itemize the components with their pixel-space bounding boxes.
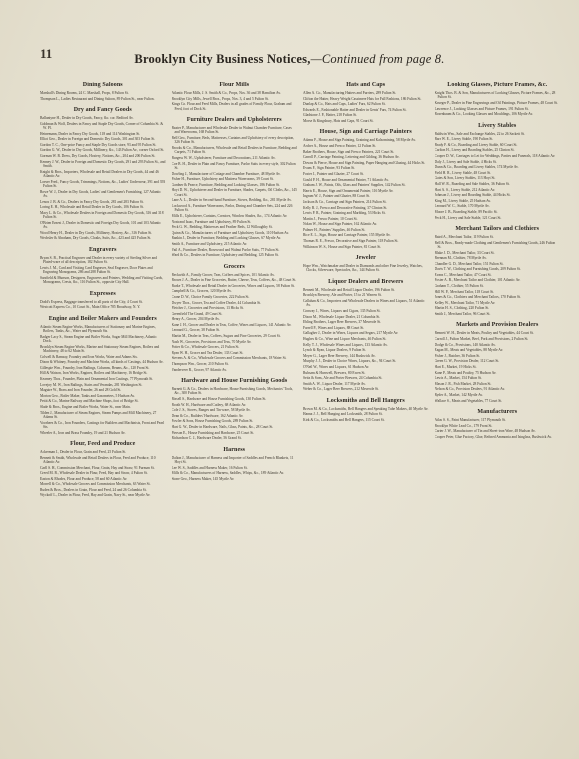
listing-entry: Vanderveer R., Grocer, 97 Atlantic Av. bbox=[171, 367, 227, 372]
listing-entry: King M., Livery Stable, 25 Hudson Av. bbox=[434, 198, 491, 203]
section-title: Flour Mills bbox=[219, 82, 250, 88]
listing-entry: Goldman & Wolf, Dealers in Fancy and Staple Dry Goods, Corner of Columbia St. & W. Pl. bbox=[40, 121, 164, 130]
listing-entry: Dean & Co., Builders' Hardware, 162 Atlantic Av. bbox=[171, 413, 244, 418]
listing-entry: Burke T., Wholesale and Retail Dealer in Groceries, Wines and Liquors, 58 Fulton St. bbox=[171, 283, 295, 288]
listing-entry: Gates & Son, Livery Stables, 113 Hoyt St. bbox=[434, 176, 496, 181]
listing-entry: Loeser Fred., Fancy Goods, Trimmings, Notions, &c., Ladies' Underwear, 391 and 393 Fulton St. bbox=[40, 179, 166, 188]
listing-entry: Atlas S. S., Paint Manufacturer, 117 Plymouth St. bbox=[434, 417, 506, 422]
listing-entry: Tilden J., Manufacturer of Steam Engines, Steam Pumps and Mill Machinery, 27 Adams St. bbox=[40, 410, 157, 419]
listing-entry: Mills & Co., Manufacturers of Harness, Saddles, Whips, &c., 189 Atlantic Av. bbox=[171, 471, 285, 476]
listing-entry: Cooper D. W., Carriages to Let for Weddings, Parties and Funerals, 118 Atlantic Av. bbox=[434, 153, 556, 158]
listing-entry: Greenfield The Grand, 49 Court St. bbox=[171, 311, 223, 316]
listing-entry: Ruden & Bros., Dealers in Grain, Flour and Feed, 24 and 26 Columbia St. bbox=[40, 487, 147, 492]
listing-entry: Atlantic Flour Mills, J. S. Smith & Co., Props, Nos. 36 and 38 Hamilton Av. bbox=[171, 91, 281, 95]
listing-entry: Dowling J., Manufacturer of Cottage and Chamber Furniture, 48 Myrtle Av. bbox=[171, 171, 281, 176]
listing-entry: Carll S. H., Commission Merchant, Flour, Grain, Hay and Straw, 91 Furman St. bbox=[40, 465, 155, 470]
listing-entry: Cole J. S., Stoves, Ranges and Tin-ware, 58 Myrtle Av. bbox=[171, 408, 251, 413]
listing-entry: Nostrand Isaac, Furniture and Upholstery, 89 Fulton St. bbox=[171, 219, 252, 224]
listing-entry: Badger Lacy S., Steam Engine and Boiler Works, Sugar Mill Machinery, Atlantic Dock. bbox=[40, 334, 157, 343]
listing-entry: Dunlap & Co., Hats and Caps, Ladies' Furs, 62 Fulton St. bbox=[303, 102, 386, 107]
listing-entry: Davis T. W., Clothing and Furnishing Goods, 209 Fulton St. bbox=[434, 267, 521, 272]
listing-entry: Brooklyn City Mills, Jewell Bros., Props, Nos. 3, 4 and 5 Fulton St. bbox=[171, 96, 269, 101]
listing-entry: Kelly R. J., Fresco and Decorative Painting, 37 Clinton St. bbox=[303, 205, 388, 210]
listing-entry: Sarsfield & Munson, Designers, Engravers and Printers, Wedding and Visiting Cards, Monograms, Crests, &c., 116 Fulton St., opposite City Hall. bbox=[40, 275, 163, 285]
listing-entry: Downs & Pierce, House and Sign Painting, Paper Hanging and Glazing, 44 Hicks St. bbox=[303, 160, 426, 165]
listing-entry: Ryder A., Market, 142 Myrtle Av. bbox=[434, 392, 483, 397]
listing-entry: Weber & Co., Lager Beer Brewers, 212 Meserole St. bbox=[303, 387, 379, 392]
listing-entry: Ryan W. H., Grocer and Tea Dealer, 133 Court St. bbox=[171, 350, 244, 355]
listing-entry: Creed M. B., Wholesale Dealer in Flour, Feed, Hay and Straw, 4 Fulton St. bbox=[40, 471, 148, 476]
listing-entry: Daly J., Livery and Sale Stable, 4 Hicks St. bbox=[434, 159, 497, 164]
listing-entry: Pierson E., House Furnishing and Hardware, 25 Court St. bbox=[171, 430, 255, 435]
listing-entry: Graham J. W., Paints, Oils, Glass and Painters' Supplies, 142 Fulton St. bbox=[303, 183, 406, 188]
listing-entry: Elliot Geo., Dealer in Foreign and Domestic Dry Goods, 301 and 303 Fulton St. bbox=[40, 137, 156, 142]
listing-entry: Gladstone J. P., Hatter, 218 Fulton St. bbox=[303, 113, 358, 118]
listing-entry: Rosenbaum & Co., Looking Glasses and Mouldings, 106 Myrtle Av. bbox=[434, 112, 533, 117]
listing-entry: Morse & Kingsbury, Hats and Caps, 91 Court St. bbox=[303, 118, 374, 123]
listing-entry: Rice E. L., Sign, House and Carriage Painter, 155 Myrtle Av. bbox=[303, 233, 391, 238]
listing-entry: Conway J., Wines, Liquors and Cigars, 135 Fulton St. bbox=[303, 309, 381, 314]
listing-entry: Barnett G. & Co., Dealers in Hardware, House Furnishing Goods, Mechanics' Tools, &c., 300 Fulton St. bbox=[171, 387, 294, 396]
listing-entry: Lovejoy M. W., Iron Railings, Stairs and Verandas, 281 Washington St. bbox=[40, 382, 143, 387]
listing-entry: Thompson Wm., Grocer, 210 Fulton St. bbox=[171, 362, 229, 367]
section-title: Locksmiths and Bell Hangers bbox=[326, 397, 405, 404]
listing-entry: Kane P., Meats and Poultry, 75 Hudson Av. bbox=[434, 370, 497, 375]
listing-entry: Dalton J., Manufacturer of Harness and Importer of Saddles and French Blankets, 11 Hoyt St. bbox=[171, 455, 294, 464]
listing-entry: Murphy J. J., Dealer in Choice Wines, Liquors, &c., 94 Court St. bbox=[303, 359, 397, 364]
column-4 bbox=[435, 82, 561, 742]
listing-entry: Booth W. H., Hardware and Cutlery, 68 Atlantic Av. bbox=[171, 402, 247, 407]
listing-entry: O'Brien Ernest J., Dealer in Domestic and Foreign Dry Goods, 101 and 103 Atlantic Av. bbox=[40, 220, 162, 230]
listing-entry: Green G. W., Provision Dealer, 112 Court St. bbox=[434, 359, 500, 364]
listing-entry: Foster A. B., Merchant Tailor and Clothier, 101 Atlantic Av. bbox=[434, 278, 521, 283]
listing-entry: Palmer H., Painters' Supplies, 46 Fulton St. bbox=[303, 227, 366, 232]
listing-entry: Lockwood A., Furniture Warerooms, Parlor, Dining and Chamber Sets, 224 and 226 Fulton St. bbox=[171, 203, 293, 213]
listing-entry: Potter & Co., Wholesale Grocers, 21 Fulton St. bbox=[171, 345, 240, 350]
listing-entry: Maguire W., Brass and Iron Founder, 26 and 28 Gold St. bbox=[40, 388, 122, 393]
listing-entry: Barr W. E., Livery Stable, 190 Fulton St. bbox=[434, 137, 494, 142]
listing-entry: Marshall's Dining Rooms, 24 C. Marshall, Props, 8 Fulton St. bbox=[40, 91, 129, 95]
listing-entry: Rowe W. J., Dealer in Dry Goods, Ladies' and Gentlemen's Furnishing, 127 Atlantic Av. bbox=[40, 189, 161, 198]
listing-entry: Easton & Rhodes, Flour and Produce, 58 and 60 Atlantic Av. bbox=[40, 476, 128, 481]
listing-entry: Wheeler A., Iron and Brass Foundry, 19 and 21 Hudson Av. bbox=[40, 430, 126, 435]
listing-entry: Evans C., Merchant Tailor, 47 Court St. bbox=[434, 272, 492, 277]
listing-entry: Kearney Thos., Founder, Plain and Ornamental Iron Castings, 77 Plymouth St. bbox=[40, 376, 154, 381]
listing-entry: Nelson & Co., Provision Dealers, 91 Atlantic Av. bbox=[434, 387, 505, 392]
listing-entry: Carter J. W., Manufacturer of Tin and Sheet-iron Ware, 48 Hudson Av. bbox=[434, 429, 536, 434]
section-title: Jeweler bbox=[355, 255, 376, 262]
listing-entry: Burgess W. W., Upholsterer, Furniture and Decorations, 211 Atlantic Av. bbox=[171, 156, 276, 160]
listing-entry: Gillespie Wm., Foundry, Iron Railings, Columns, Beams, &c., 120 Front St. bbox=[40, 365, 150, 370]
listing-entry: Kane J. H., Grocer and Dealer in Teas, Coffee, Wines and Liquors, 141 Atlantic Av. bbox=[171, 322, 292, 327]
listing-entry: Hughes & Co., Wine and Liquor Merchants, 46 Fulton St. bbox=[303, 337, 387, 342]
section-title: Engine and Boiler Makers and Founders bbox=[48, 315, 157, 322]
listing-entry: Nash W., Groceries, Provisions and Teas, 70 Myrtle Av. bbox=[171, 339, 252, 344]
listing-entry: Voorhees & Co., Iron Founders, Castings for Builders and Machinists, Front and Pearl Sts. bbox=[40, 420, 165, 429]
listing-entry: Brooklyn White Lead Co., 179 Front St. bbox=[434, 423, 493, 428]
listing-entry: Vail A., Furniture Dealer, Rosewood and Walnut Parlor Suits, 77 Fulton St. bbox=[171, 247, 280, 252]
listing-entry: Ballantyne H., Dealer in Dry Goods, Fancy, &c. cor. Bedford Av. bbox=[40, 116, 134, 120]
listing-entry: Callahan & Co., Importers and Wholesale Dealers in Wines and Liquors, 51 Atlantic Av. bbox=[303, 299, 425, 308]
listing-entry: Wilkinson W. S., House and Sign Painter, 81 Court St. bbox=[303, 244, 382, 249]
listing-entry: Knight Thos. B. & Son, Manufacturers of Looking Glasses, Picture Frames, &c., 28 Fulton St. bbox=[434, 91, 556, 100]
listing-entry: Morrell & Co., Wholesale Grocers and Commission Merchants, 63 Water St. bbox=[40, 482, 151, 487]
listing-entry: Eagan M., Meats and Vegetables, 88 Myrtle Av. bbox=[434, 348, 504, 353]
listing-columns bbox=[40, 82, 560, 742]
section-title: Merchant Tailors and Clothiers bbox=[455, 225, 540, 232]
listing-entry: Bissell S., Hardware and House Furnishing Goods, 130 Fulton St. bbox=[171, 397, 267, 402]
listing-entry: O'Neil W., Wines and Liquors, 61 Hudson Av. bbox=[303, 365, 370, 369]
listing-entry: Ingram W. J., Painter and Glazier, 88 Court St. bbox=[303, 194, 371, 199]
listing-entry: Bennett & Smith, Wholesale and Retail Dealers in Flour, Feed and Produce, 110 Atlantic Av. bbox=[40, 455, 156, 464]
listing-entry: Martin J., Fresco Painter, 10 Court St. bbox=[303, 216, 358, 221]
section-title: Hardware and House Furnishing Goods bbox=[181, 378, 288, 385]
listing-entry: Farrell P., Wines and Liquors, 88 Court St. bbox=[303, 325, 365, 330]
listing-entry: Thompson L., Ladies Restaurant and Dining Saloon, 89 Fulton St., near Fulton. bbox=[40, 96, 155, 101]
listing-entry: Westcott Express Co., 10 Court St., Main Office 785 Broadway, N. Y. bbox=[40, 305, 141, 310]
listing-entry: Moore J. B., Boarding Stable, 89 Pacific St. bbox=[434, 209, 498, 214]
listing-entry: Gordon T. C., One-price Fancy and Staple Dry Goods store, 93 and 95 Fulton St. bbox=[40, 142, 157, 147]
section-title: Markets and Provision Dealers bbox=[456, 322, 539, 329]
listing-entry: Bryan S. B., Practical Engraver and Dealer in every variety of Sterling Silver and Plated-ware of all description, 182 Fulton St. bbox=[40, 255, 157, 265]
listing-entry: Allen A. Co., Manufacturing Hatters and Furriers, 289 Fulton St. bbox=[303, 91, 397, 95]
listing-entry: Carlton H., Livery and Boarding Stables, 25 Clinton St. bbox=[434, 148, 515, 153]
listing-entry: Kelley W., Merchant Tailor, 71 Myrtle Av. bbox=[434, 300, 496, 305]
listing-entry: Peck G. W., Bedding, Mattresses and Feather Beds, 12 Willoughby St. bbox=[171, 225, 273, 230]
section-title: Livery Stables bbox=[478, 122, 517, 129]
listing-entry: Kelly T. J., Wholesale Wines and Liquors, 133 Atlantic Av. bbox=[303, 342, 388, 347]
listing-entry: Lewis P. R., Painter, Graining and Marbling, 53 Hicks St. bbox=[303, 211, 386, 216]
listing-entry: Dodd's Express, Baggage transferred to all parts of the City, 4 Court St. bbox=[40, 299, 143, 304]
listing-entry: Bennett W. H., Dealer in Meats, Poultry and Vegetables, 44 Court St. bbox=[434, 331, 534, 336]
listing-entry: Fletcher J., Groceries and Provisions, 13 Hicks St. bbox=[171, 306, 244, 311]
listing-entry: Baird A., Merchant Tailor, 119 Fulton St. bbox=[434, 234, 494, 239]
listing-entry: Thomas R. E., Fresco, Decorative and Sign Painter, 118 Fulton St. bbox=[303, 239, 399, 244]
listing-entry: Carroll J., Fulton Market, Beef, Pork and Provisions, 2 Fulton St. bbox=[434, 337, 529, 342]
listing-entry: Hoyt D. W., Upholsterer and Dealer in Furniture, Shades, Carpets, Oil Cloths, &c., 145 Court St. bbox=[171, 188, 297, 197]
listing-entry: Wallace S., Meats and Vegetables, 77 Court St. bbox=[434, 398, 503, 403]
listing-entry: Nolan W., House and Sign Painter, 162 Atlantic Av. bbox=[303, 222, 378, 227]
listing-entry: Wood Henry H., Dealer in Dry Goods, Millinery, Hosiery, &c., 316 Fulton St. bbox=[40, 230, 153, 235]
column-3 bbox=[303, 82, 429, 742]
listing-entry: Mason J. R., Fish Market, 28 Fulton St. bbox=[434, 381, 492, 386]
listing-entry: Johnson J., Livery and Boarding Stable, 44 Hicks St. bbox=[434, 193, 511, 198]
listing-entry: Rankin J., Dealer in Furniture, Bedding and Looking Glasses, 67 Myrtle Av. bbox=[171, 236, 281, 241]
listing-entry: Leonard W. C., Stable, 170 Myrtle Av. bbox=[434, 204, 490, 209]
listing-entry: Henry A., Grocer, 204 Myrtle Av. bbox=[171, 317, 220, 322]
listing-entry: Fisher H., Furniture, Upholstery and Mattress Warerooms, 39 Court St. bbox=[171, 177, 274, 182]
listing-entry: Gallagher J., Dealer in Wines, Liquors and Segars, 217 Myrtle Av. bbox=[303, 331, 399, 336]
listing-entry: Brennan M., Clothier, 78 Myrtle Av. bbox=[434, 256, 487, 261]
listing-entry: Gardner & Pearce, Furniture, Bedding and Looking Glasses, 186 Fulton St. bbox=[171, 182, 280, 187]
listing-entry: Bell Geo., Furniture, Beds, Mattresses, Curtains and Upholstery of every description, 326 Fulton St. bbox=[171, 136, 295, 145]
listing-entry: Coe B. H., Dealer in Plain and Fancy Furniture, Parlor Suits in every style, 302 Fulton St. bbox=[171, 161, 296, 170]
listing-entry: Hart E., Market, 19 Hicks St. bbox=[434, 365, 477, 369]
listing-entry: Baker Brothers, House, Sign and Fresco Painters, 221 Court St. bbox=[303, 149, 395, 154]
listing-entry: Kirk & Co., Locksmiths and Bell Hangers, 115 Court St. bbox=[303, 417, 385, 422]
title-text: Brooklyn City Business Notices, bbox=[134, 52, 311, 66]
listing-entry: Jones & Co., Clothiers and Merchant Tailors, 170 Fulton St. bbox=[434, 295, 521, 300]
listing-entry: Dwyer Thos., Grocer, Tea and Coffee Dealer, 44 Columbia St. bbox=[171, 300, 261, 305]
listing-entry: Lawrence J., Looking Glasses and Picture Frames, 191 Fulton St. bbox=[434, 106, 529, 111]
listing-entry: Martin M., Dealer in Teas, Coffees, Sugars and Fine Groceries, 29 Court St. bbox=[171, 334, 281, 339]
section-title: House, Sign and Carriage Painters bbox=[319, 129, 412, 136]
section-title: Dining Saloons bbox=[82, 82, 123, 88]
listing-entry: Archer A., House and Fresco Painter, 12 Fulton St. bbox=[303, 143, 377, 148]
listing-entry: Brown M. & Co., Locksmiths, Bell Hangers and Speaking Tube Makers, 40 Myrtle Av. bbox=[303, 406, 429, 411]
listing-entry: Knight & Bros., Importers, Wholesale and Retail Dealers in Dry Goods, 44 and 46 Atlantic Av. bbox=[40, 169, 159, 178]
listing-entry: Campbell & Co., Grocers, 120 Myrtle Av. bbox=[171, 289, 232, 294]
listing-entry: Seitz & Sons, Ale and Porter Brewers, 24 Columbia St. bbox=[303, 376, 383, 381]
listing-entry: Meyer G., Lager Beer Brewery, 144 Bushwick Av. bbox=[303, 353, 376, 358]
listing-entry: Gould P. H., House and Ornamental Painter, 71 Atlantic Av. bbox=[303, 177, 389, 182]
listing-entry: Loring E. H., Wholesale and Retail Dealer in Dry Goods, 106 Fulton St. bbox=[40, 205, 144, 210]
listing-entry: Kenney J. W., Dealer in Foreign and Domestic Dry Goods, 291 and 293 Fulton St., and Smith. bbox=[40, 159, 166, 168]
section-title: Furniture Dealers and Upholsterers bbox=[186, 117, 282, 123]
listing-entry: Atlantic Steam Engine Works, Manufacturers of Stationary and Marine Engines, Boilers, Tanks, &c., Water and Plymouth Sts. bbox=[40, 324, 156, 333]
listing-entry: Wyckoff L., Dealer in Flour, Feed, Hay and Grain, Navy St., near Myrtle Av. bbox=[40, 493, 151, 498]
listing-entry: Richardson C. J., Hardware Dealer, 56 Grand St. bbox=[171, 436, 242, 441]
listing-entry: Lewis J. M., Card and Visiting Card Engraver, Seal Engraver, Door Plates and Engraving Monograms, 286 and 288 Fulton St. bbox=[40, 265, 153, 275]
listing-entry: Hart G. W., Dealer in Hardware, Nails, Glass, Paints, &c., 28 Court St. bbox=[171, 425, 274, 429]
section-title: Looking Glasses, Picture Frames, &c. bbox=[447, 82, 548, 88]
section-title: Grocers bbox=[223, 263, 245, 270]
listing-entry: Brown J. A., Dealer in Fine Groceries, Butter, Cheese, Teas, Coffees, &c., 48 Court St. bbox=[171, 278, 297, 283]
title-continuation: —Continued from page 8. bbox=[310, 52, 445, 66]
listing-entry: Adams F., House and Sign Painting, Graining and Kalsomining, 58 Myrtle Av. bbox=[303, 138, 416, 143]
listing-entry: Dodge & Co., Provisions, 140 Atlantic Av. bbox=[434, 342, 496, 347]
listing-entry: Brady F. & Co., Boarding and Livery Stable, 60 Court St. bbox=[434, 142, 518, 147]
listing-entry: Crane D. W., Choice Family Groceries, 222 Fulton St. bbox=[171, 294, 250, 299]
listing-entry: Hall W. R., Boarding and Sale Stables, 36 Fulton St. bbox=[434, 181, 510, 186]
listing-entry: Smith J., Merchant Tailor, 96 Court St. bbox=[434, 312, 491, 317]
listing-entry: Morton Geo., Boiler Maker, Tanks and Gasometers, 5 Hudson Av. bbox=[40, 393, 135, 398]
listing-entry: Stevens A. & Co., Wholesale Grocers and Commission Merchants, 18 Water St. bbox=[171, 356, 287, 361]
listing-entry: Leonard G., Grocer, 38 Fulton St. bbox=[171, 328, 220, 333]
section-title: Hats and Caps bbox=[346, 82, 386, 88]
listing-entry: Brooks & Co., Manufacturers, Wholesale and Retail Dealers in Furniture, Bedding and Carpets, 71 Fulton St. bbox=[171, 146, 297, 155]
listing-entry: Graham T., Clothier, 55 Fulton St. bbox=[434, 284, 484, 289]
column-1 bbox=[40, 82, 166, 742]
listing-entry: Brooklyn Steam Engine Works, Marine and Stationary Steam Engines, Boilers and Machinery, 48 to 62 Main St. bbox=[40, 344, 160, 353]
listing-entry: Kings Co. Flour and Feed Mills, Dealers in all grades of Family Flour, Graham and Feed, foot of Dock St. bbox=[171, 102, 292, 111]
listing-entry: Colwell & Ramsay, Foundry and Iron Works, Water and Adams Sts. bbox=[40, 354, 138, 359]
listing-entry: Fowler & Sons, House Furnishing Goods, 289 Fulton St. bbox=[171, 419, 254, 424]
listing-entry: Lane A. L., Dealer in Second-hand Furniture, Stoves, Bedding, &c., 281 Myrtle Av. bbox=[171, 198, 292, 203]
listing-entry: Foster J., Painter and Glazier, 27 Court St. bbox=[303, 171, 364, 176]
page-number: 11 bbox=[40, 46, 53, 61]
listing-entry: Ackerman J., Dealer in Flour, Grain and Feed, 25 Fulton St. bbox=[40, 449, 127, 454]
listing-entry: Baldwin Wm., Sale and Exchange Stables, 22 to 26 Sackett St. bbox=[434, 131, 525, 136]
listing-entry: Krueger P., Dealer in Fine Engravings and Oil Paintings, Picture Frames, 48 Court St. bbox=[434, 101, 558, 105]
listing-entry: Mills E., Upholsterer, Curtains, Cornices, Window Shades, &c., 174 Atlantic Av. bbox=[171, 213, 288, 218]
listing-entry: Brooklyn Brewery, Ale and Porter, 15 to 21 Warren St. bbox=[303, 293, 382, 298]
listing-entry: Smith A. W., Liquor Dealer, 117 Myrtle Av. bbox=[303, 381, 366, 386]
listing-entry: Baxter P., Manufacturer and Wholesale Dealer in Walnut Chamber Furniture, Cases and Warerooms, 168 Fulton St. bbox=[171, 126, 292, 135]
section-title: Flour, Feed and Produce bbox=[70, 440, 136, 447]
listing-entry: Jackson & Co., Carriage and Sign Painters, 214 Fulton St. bbox=[303, 199, 387, 204]
listing-entry: Martin H. S., Clothing, 220 Fulton St. bbox=[434, 306, 490, 311]
listing-entry: Rubsam & Hurrwell, Brewers, 80 Ewen St. bbox=[303, 370, 366, 375]
listing-entry: Heinemann, Dealer in Fancy Dry Goods, 118 and 114 Washington St. bbox=[40, 131, 141, 136]
listing-entry: Harris E., House, Sign and Ornamental Painter, 116 Myrtle Av. bbox=[303, 188, 394, 193]
section-title: Liquor Dealers and Brewers bbox=[328, 278, 404, 285]
listing-entry: Hope Wm., Watchmaker and Dealer in Diamonds and other Fine Jewelry, Watches, Clocks, Silverware, Spectacles, &c., 144 Fulton St. bbox=[303, 264, 423, 273]
listing-entry: Hart A. S., Livery Stable, 212 Atlantic Av. bbox=[434, 187, 496, 192]
listing-entry: Evans F., Sign Painter, 93 Fulton St. bbox=[303, 166, 356, 171]
listing-entry: Field H. R., Livery Stable, 48 Court St. bbox=[434, 170, 491, 175]
listing-entry: Wechsler & Abraham, Dry Goods, Cloaks, Suits, &c., 423 and 425 Fulton St. bbox=[40, 236, 152, 241]
listing-entry: Beckwith A., Family Grocer, Teas, Coffees and Spices, 101 Atlantic Av. bbox=[171, 272, 275, 277]
listing-entry: Hanna J. J., Bell Hanging and Locksmith, 28 Fulton St. bbox=[303, 412, 383, 417]
listing-entry: Ebling Brothers, Lager Beer Brewers, 37 Meserole St. bbox=[303, 320, 382, 325]
listing-entry: Bell & Bros., Ready-made Clothing and Gentlemen's Furnishing Goods, 246 Fulton St. bbox=[434, 240, 556, 249]
listing-entry: Gorman W. B. Dress, Dry Goods, Hosiery, Notions, &c., 204 and 206 Fulton St. bbox=[40, 153, 156, 158]
listing-entry: Ward & Co., Dealers in Furniture, Upholstery and Bedding, 125 Fulton St. bbox=[171, 253, 279, 258]
section-title: Harness bbox=[223, 446, 246, 453]
listing-entry: Dunn & Co., Boarding and Livery Stables, 174 Myrtle Av. bbox=[434, 165, 519, 170]
listing-entry: Dixon & Whitney, Foundry and Machine Works, all kinds of Castings, 44 Hudson Av. bbox=[40, 360, 164, 365]
listing-entry: Smith A., Furniture and Upholstery, 215 Atlantic Av. bbox=[171, 241, 248, 246]
listing-entry: Slade & Bros., Engine and Boiler Works, Water St., near Main. bbox=[40, 404, 131, 409]
listing-entry: Pettit & Co., Marine Railway and Machine Shops, foot of Bridge St. bbox=[40, 399, 139, 404]
listing-entry: Cooper Peter, Glue Factory, Glue, Refined Ammonia and Isinglass, Bushwick Av. bbox=[434, 434, 552, 439]
listing-entry: Gordon G. W., Dealer in Dry Goods, Millinery, &c., 143 Fulton Av., corner Oxford St. bbox=[40, 148, 165, 153]
listing-entry: Lee W. S., Saddles and Harness Maker, 16 Fulton St. bbox=[171, 465, 248, 470]
listing-entry: Dixon M., Wholesale Liquor Dealer, 21 Columbia St. bbox=[303, 314, 381, 319]
listing-entry: Blake J. D., Merchant Tailor, 33 Court St. bbox=[434, 250, 495, 255]
listing-entry: Hill W. P., Merchant Tailor, 118 Court St. bbox=[434, 289, 494, 294]
listing-entry: Clifton the Hatter, Heavy Weight Cassimere Hats for Fall Fashions, 186 Fulton St. bbox=[303, 96, 422, 101]
page-title bbox=[0, 52, 579, 67]
listing-entry: Edwards E., Fashionable Hatter and Dealer in Gents' Furs, 74 Fulton St. bbox=[303, 107, 407, 112]
listing-entry: Hill & Watson, Iron Works, Engines, Boilers and Machinery, 16 Bridge St. bbox=[40, 371, 148, 376]
listing-entry: Fisher J., Butcher, 36 Fulton St. bbox=[434, 353, 481, 358]
listing-entry: Macy L. & Co., Wholesale Dealers in Foreign and Domestic Dry Goods, 316 and 318 Fulton St. bbox=[40, 210, 164, 220]
section-title: Expresses bbox=[89, 290, 116, 297]
section-title: Manufacturers bbox=[477, 408, 518, 415]
column-2 bbox=[172, 82, 298, 742]
listing-entry: Peck H., Livery and Sale Stable, 121 Court St. bbox=[434, 215, 502, 220]
listing-entry: Quinn & Co., Manufacturers of Furniture and Upholstery Goods, 110 Hudson Av. bbox=[171, 230, 289, 235]
listing-entry: Stone Geo., Harness Maker, 145 Myrtle Av. bbox=[171, 476, 235, 481]
listing-entry: Carroll P., Carriage Painting, Lettering and Gilding, 36 Hudson Av. bbox=[303, 155, 400, 160]
listing-entry: Lenox J. B. & Co., Dealers in Fancy Dry Goods, 281 and 283 Fulton St. bbox=[40, 199, 144, 204]
listing-entry: Chandler G. D., Merchant Tailor, 151 Fulton St. bbox=[434, 261, 504, 266]
section-title: Engravers bbox=[88, 246, 117, 253]
listing-entry: Lewis A., Market, 154 Fulton St. bbox=[434, 376, 482, 381]
section-title: Dry and Fancy Goods bbox=[73, 107, 132, 113]
listing-entry: Bennett M., Wholesale and Retail Liquor Dealer, 196 Fulton St. bbox=[303, 287, 395, 292]
listing-entry: Lynch & Ryan, Liquor Dealers, 9 Fulton St. bbox=[303, 348, 367, 353]
